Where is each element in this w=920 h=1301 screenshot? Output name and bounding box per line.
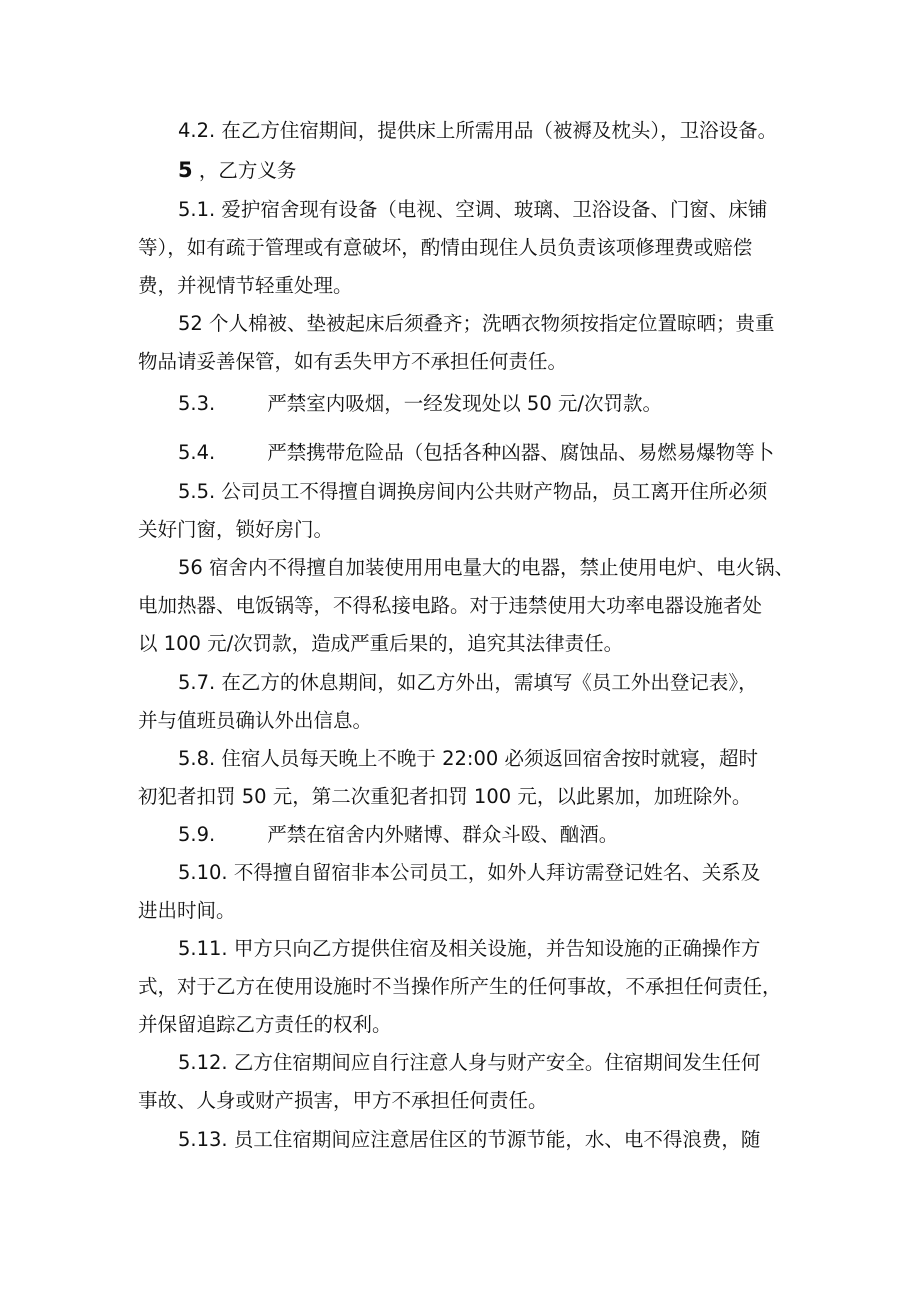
- text-line: 关好门窗，锁好房门。: [138, 518, 334, 541]
- paragraph-5-5: [138, 473, 788, 549]
- paragraph-5-8: [138, 740, 788, 816]
- section-number: 5: [178, 158, 193, 182]
- text-line: 4.2. 在乙方住宿期间，提供床上所需用品（被褥及枕头），卫浴设备。: [178, 119, 778, 142]
- text-line: 进出时间。: [138, 899, 236, 922]
- text-line: 并与值班员确认外出信息。: [138, 709, 373, 732]
- text-line: 5.10. 不得擅自留宿非本公司员工，如外人拜访需登记姓名、关系及: [178, 861, 761, 884]
- paragraph-5-4: [138, 434, 788, 472]
- text-line: 并保留追踪乙方责任的权利。: [138, 1013, 392, 1036]
- text-line: 电加热器、电饭锅等，不得私接电路。对于违禁使用大功率电器设施者处: [138, 594, 763, 617]
- text-line: 56 宿舍内不得擅自加装使用用电量大的电器，禁止使用电炉、电火锅、: [178, 556, 795, 579]
- paragraph-5-3: [138, 385, 788, 423]
- text-line: 费，并视情节轻重处理。: [138, 274, 353, 297]
- text-line: 5.11. 甲方只向乙方提供住宿及相关设施，并告知设施的正确操作方: [178, 937, 761, 960]
- text-line: 5.12. 乙方住宿期间应自行注意人身与财产安全。住宿期间发生任何: [178, 1051, 761, 1074]
- clause-text: 严禁在宿舍内外赌博、群众斗殴、酗酒。: [267, 823, 619, 846]
- text-line: 5.13. 员工住宿期间应注意居住区的节源节能，水、电不得浪费，随: [178, 1128, 761, 1151]
- text-line: 以 100 元/次罚款，造成严重后果的，追究其法律责任。: [138, 632, 624, 655]
- section-heading-5: [138, 151, 788, 189]
- paragraph-5-2: [138, 305, 788, 381]
- text-line: 5.5. 公司员工不得擅自调换房间内公共财产物品，员工离开住所必须: [178, 480, 768, 503]
- clause-number: 5.9.: [178, 823, 216, 846]
- paragraph-4-2: [138, 112, 788, 150]
- clause-number: 5.3.: [178, 392, 216, 415]
- paragraph-5-10: [138, 854, 788, 930]
- clause-text: 严禁携带危险品（包括各种凶器、腐蚀品、易燃易爆物等卜: [267, 441, 775, 464]
- text-line: 5.1. 爱护宿舍现有设备（电视、空调、玻璃、卫浴设备、门窗、床铺: [178, 198, 768, 221]
- section-title: ，乙方义务: [198, 159, 297, 182]
- text-line: 初犯者扣罚 50 元，第二次重犯者扣罚 100 元，以此累加，加班除外。: [138, 785, 752, 808]
- text-line: 5.7. 在乙方的休息期间，如乙方外出，需填写《员工外出登记表》，: [178, 671, 758, 694]
- text-line: 5.8. 住宿人员每天晚上不晚于 22:00 必须返回宿舍按时就寝，超时: [178, 747, 759, 770]
- paragraph-5-1: [138, 191, 788, 305]
- paragraph-5-12: [138, 1044, 788, 1120]
- text-line: 52 个人棉被、垫被起床后须叠齐；洗晒衣物须按指定位置晾晒；贵重: [178, 312, 775, 335]
- paragraph-5-6: [138, 549, 795, 663]
- paragraph-5-9: [138, 816, 788, 854]
- text-line: 式，对于乙方在使用设施时不当操作所产生的任何事故，不承担任何责任，: [138, 975, 782, 998]
- text-line: 事故、人身或财产损害，甲方不承担任何责任。: [138, 1089, 548, 1112]
- clause-number: 5.4.: [178, 441, 216, 464]
- paragraph-5-7: [138, 664, 788, 740]
- text-line: 物品请妥善保管，如有丢失甲方不承担任何责任。: [138, 350, 568, 373]
- clause-text: 严禁室内吸烟，一经发现处以 50 元/次罚款。: [267, 392, 662, 415]
- text-line: 等），如有疏于管理或有意破坏，酌情由现住人员负责该项修理费或赔偿: [138, 236, 753, 259]
- paragraph-5-13: [138, 1121, 788, 1159]
- paragraph-5-11: [138, 930, 788, 1044]
